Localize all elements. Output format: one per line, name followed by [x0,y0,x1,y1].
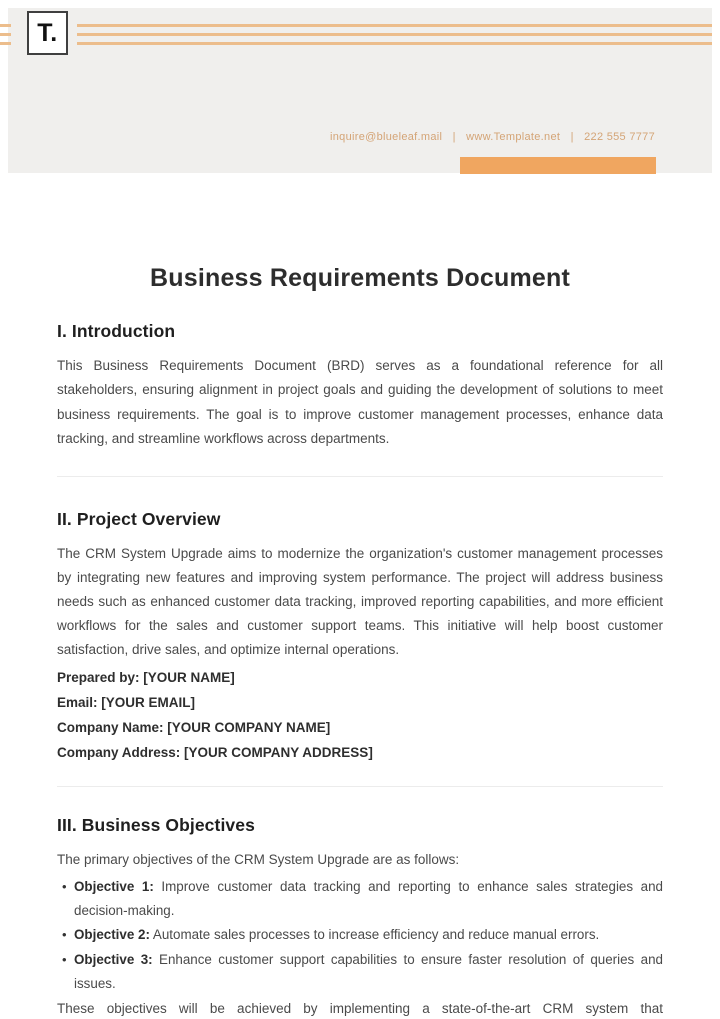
contact-separator: | [570,131,574,143]
section-heading-introduction: I. Introduction [57,321,176,341]
objectives-list [57,875,663,997]
objective-item-1 [74,875,663,924]
field-label: Prepared by: [57,669,140,685]
section-heading-overview: II. Project Overview [57,508,221,529]
objectives-outro: These objectives will be achieved by implementing a state-of-the-art CRM system that [57,1000,663,1016]
objective-text: Automate sales processes to increase efficiency and reduce manual errors. [152,927,600,943]
objective-label: Objective 2: [74,927,150,943]
section-business-objectives [57,814,663,1019]
letterhead-stripe [0,24,11,27]
field-label: Email: [57,694,98,710]
field-value-placeholder: [YOUR NAME] [143,669,235,685]
contact-separator: | [452,131,456,143]
contact-website: www.Template.net [466,131,561,143]
contact-phone: 222 555 7777 [584,131,655,143]
objective-text: Enhance customer support capabilities to ensure faster resolution of queries and issues. [74,951,663,992]
field-company-name [57,715,663,740]
document-content [57,0,663,1019]
page-title: Business Requirements Document [150,264,570,292]
letterhead-stripe [0,42,11,45]
field-prepared-by [57,665,663,690]
section-heading-objectives: III. Business Objectives [57,814,255,835]
field-label: Company Address: [57,744,181,760]
field-value-placeholder: [YOUR COMPANY NAME] [167,719,331,735]
overview-paragraph: The CRM System Upgrade aims to modernize the organization's customer management processes by integrating new features and improving system performance. The project will address business needs such as enhanced customer data tracking, improved reporting capabilities, and more efficient workflows for the sales and customer support teams. This initiative will help boost customer satisfaction, drive sales, and optimize internal operations. [57,545,663,658]
objective-label: Objective 3: [74,951,153,967]
objective-label: Objective 1: [74,878,154,894]
objective-item-2 [74,923,663,947]
objective-item-3 [74,948,663,997]
field-label: Company Name: [57,719,164,735]
introduction-paragraph: This Business Requirements Document (BRD) serves as a foundational reference for all stakeholders, ensuring alignment in project goals and guiding the development of solutions to meet business requirements. The goal is to improve customer management processes, enhance data tracking, and streamline workflows across departments. [57,358,663,447]
field-value-placeholder: [YOUR EMAIL] [101,694,196,710]
objectives-intro: The primary objectives of the CRM System Upgrade are as follows: [57,851,460,867]
company-logo-text: T. [37,18,58,47]
field-email [57,690,663,715]
contact-email: inquire@blueleaf.mail [330,131,443,143]
letterhead-stripe [0,33,11,36]
prepared-by-block [57,665,663,765]
objective-text: Improve customer data tracking and reporting to enhance sales strategies and decision-making. [74,878,663,919]
field-value-placeholder: [YOUR COMPANY ADDRESS] [184,744,373,760]
field-company-address [57,740,663,765]
section-project-overview [57,508,663,765]
section-divider [57,476,663,477]
section-divider [57,786,663,787]
section-introduction [57,320,663,452]
